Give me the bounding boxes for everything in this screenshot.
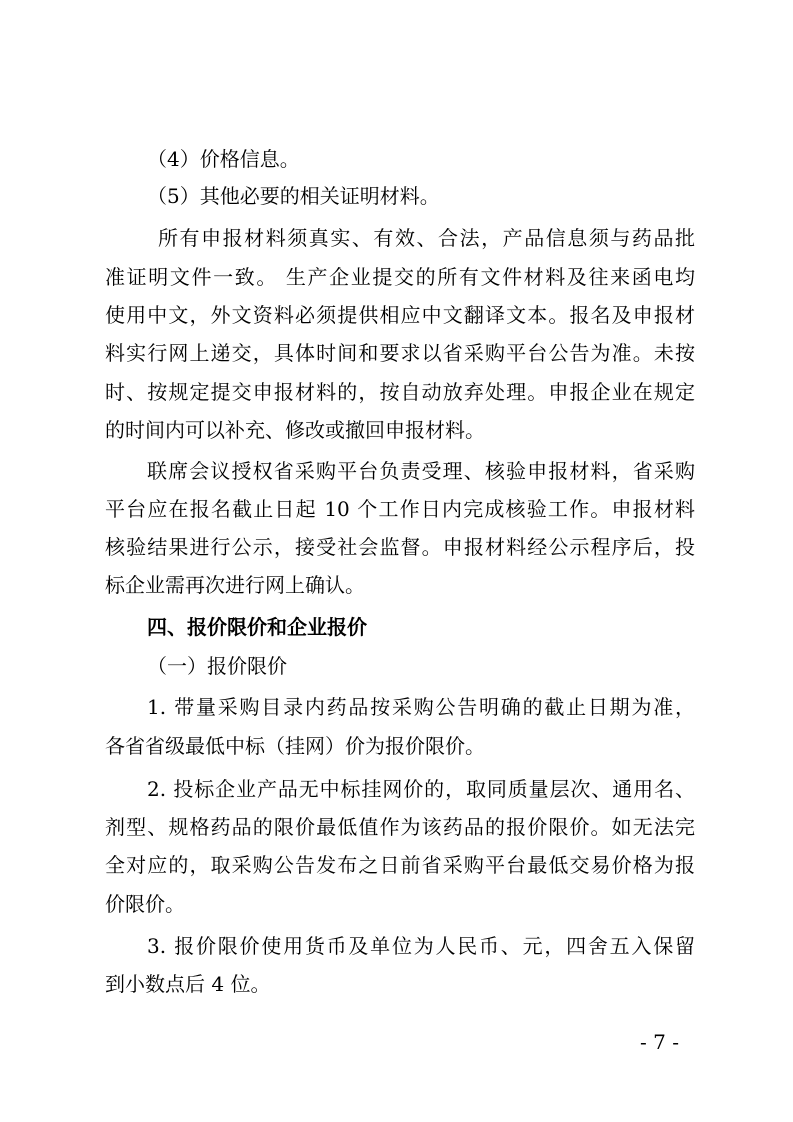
list-item-line: 全对应的，取采购公告发布之日前省采购平台最低交易价格为报 — [105, 853, 695, 877]
paragraph-line: 所有申报材料须真实、有效、合法，产品信息须与药品批 — [158, 226, 695, 250]
page-number: - 7 - — [640, 1030, 679, 1054]
list-item-line: 各省省级最低中标（挂网）价为报价限价。 — [105, 734, 485, 758]
paragraph-line: 时、按规定提交申报材料的，按自动放弃处理。申报企业在规定 — [105, 380, 695, 404]
list-item-line: 到小数点后 4 位。 — [105, 972, 271, 996]
list-item-line: 价限价。 — [105, 892, 185, 916]
subsection-heading: （一）报价限价 — [147, 654, 287, 678]
list-item-line: 3. 报价限价使用货币及单位为人民币、元，四舍五入保留 — [147, 934, 695, 958]
paragraph-line: 联席会议授权省采购平台负责受理、核验申报材料，省采购 — [147, 459, 695, 483]
section-heading: 四、报价限价和企业报价 — [147, 615, 367, 639]
paragraph-line: 的时间内可以补充、修改或撤回申报材料。 — [105, 418, 485, 442]
paragraph-line: 平台应在报名截止日起 10 个工作日内完成核验工作。申报材料 — [105, 497, 695, 521]
paragraph-line: 标企业需再次进行网上确认。 — [105, 573, 365, 597]
other-materials-item: （5）其他必要的相关证明材料。 — [147, 184, 440, 208]
list-item-line: 2. 投标企业产品无中标挂网价的，取同质量层次、通用名、 — [147, 777, 695, 801]
paragraph-line: 料实行网上递交，具体时间和要求以省采购平台公告为准。未按 — [105, 341, 695, 365]
paragraph-line: 准证明文件一致。 生产企业提交的所有文件材料及往来函电均 — [105, 265, 695, 289]
paragraph-line: 核验结果进行公示，接受社会监督。申报材料经公示程序后，投 — [105, 535, 695, 559]
list-item-line: 剂型、规格药品的限价最低值作为该药品的报价限价。如无法完 — [105, 815, 695, 839]
paragraph-line: 使用中文，外文资料必须提供相应中文翻译文本。报名及申报材 — [105, 303, 695, 327]
list-item-line: 1. 带量采购目录内药品按采购公告明确的截止日期为准， — [147, 695, 695, 719]
price-info-item: （4）价格信息。 — [147, 147, 300, 171]
